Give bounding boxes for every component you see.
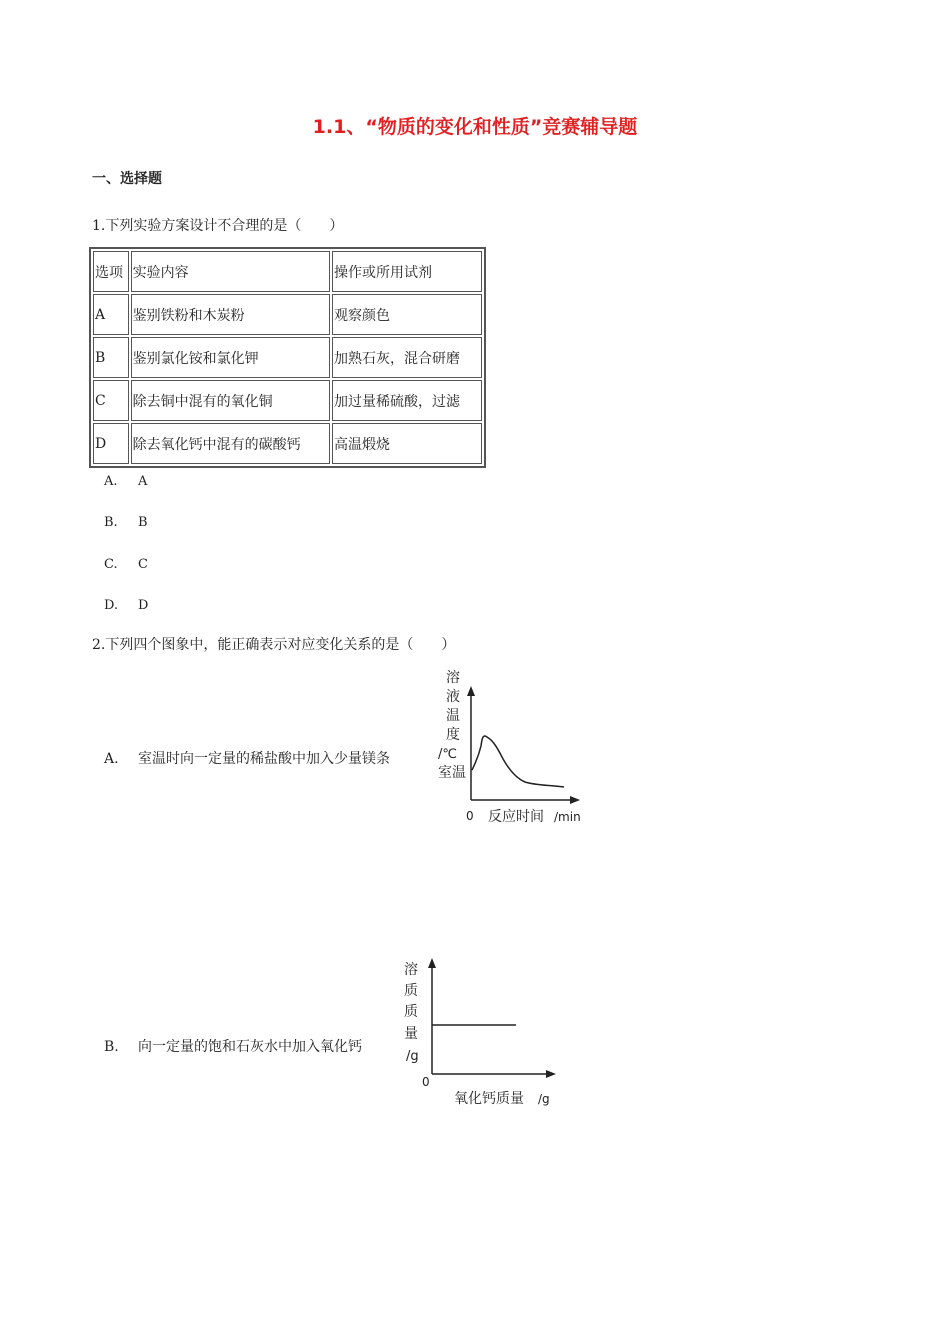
option-text: 向一定量的饱和石灰水中加入氧化钙: [138, 1039, 362, 1055]
option-label: A.: [104, 474, 118, 489]
svg-text:质: 质: [404, 983, 418, 999]
origin-label: 0: [466, 809, 474, 823]
solute-mass-graph: [400, 952, 560, 1112]
svg-text:/℃: /℃: [438, 747, 457, 762]
table-cell: 加过量稀硫酸，过滤: [332, 380, 482, 421]
table-cell: 除去铜中混有的氧化铜: [131, 380, 330, 421]
option-text: 室温时向一定量的稀盐酸中加入少量镁条: [138, 751, 390, 767]
table-row: [93, 380, 482, 421]
option-label: B.: [104, 515, 118, 530]
svg-text:温: 温: [446, 708, 460, 724]
table-cell: B: [93, 337, 129, 378]
table-header-row: [93, 251, 482, 292]
question-2-option-b[interactable]: [104, 1036, 362, 1056]
x-axis-label: 反应时间: [488, 809, 544, 825]
svg-text:溶: 溶: [404, 962, 418, 978]
question-2-stem: 2.下列四个图象中，能正确表示对应变化关系的是（ ）: [92, 637, 456, 653]
svg-text:质: 质: [404, 1004, 418, 1020]
question-1-option-d[interactable]: [104, 598, 148, 613]
table-cell: A: [93, 294, 129, 335]
x-axis-label: 氧化钙质量: [454, 1091, 524, 1107]
x-axis-arrow: [546, 1070, 556, 1078]
y-axis-arrow: [428, 958, 436, 968]
option-label: C.: [104, 557, 118, 572]
temperature-time-graph: [430, 662, 590, 830]
option-text: B: [138, 515, 148, 530]
table-header-cell: 实验内容: [131, 251, 330, 292]
option-text: C: [138, 557, 148, 572]
temperature-curve: [472, 736, 564, 787]
x-axis-unit: /min: [554, 810, 581, 824]
option-label: A.: [104, 751, 119, 767]
question-1-stem: 1.下列实验方案设计不合理的是（ ）: [92, 218, 344, 234]
y-axis-label: [438, 669, 466, 781]
table-cell: 高温煅烧: [332, 423, 482, 464]
option-text: D: [138, 598, 149, 613]
table-cell: 除去氧化钙中混有的碳酸钙: [131, 423, 330, 464]
page-title: 1.1、“物质的变化和性质”竞赛辅导题: [312, 116, 638, 138]
x-axis-arrow: [570, 796, 580, 804]
question-1-option-a[interactable]: [104, 474, 147, 489]
table-cell: 观察颜色: [332, 294, 482, 335]
table-cell: 鉴别氯化铵和氯化钾: [131, 337, 330, 378]
question-1-option-b[interactable]: [104, 515, 148, 530]
svg-text:溶: 溶: [446, 670, 460, 686]
table-cell: 加熟石灰，混合研磨: [332, 337, 482, 378]
table-cell: C: [93, 380, 129, 421]
table-row: [93, 294, 482, 335]
table-cell: D: [93, 423, 129, 464]
x-axis-unit: /g: [538, 1092, 550, 1106]
svg-text:/g: /g: [406, 1049, 419, 1064]
table-header-cell: 选项: [93, 251, 129, 292]
question-1-table: [89, 247, 486, 468]
y-reference-label: 室温: [438, 765, 466, 781]
question-1-option-c[interactable]: [104, 557, 148, 572]
y-axis-label: [404, 961, 419, 1064]
y-axis-arrow: [467, 686, 475, 696]
option-label: B.: [104, 1039, 119, 1055]
section-heading: 一、选择题: [92, 171, 162, 187]
option-label: D.: [104, 598, 119, 613]
table-row: [93, 423, 482, 464]
svg-text:量: 量: [404, 1026, 418, 1042]
svg-text:液: 液: [446, 689, 460, 705]
table-cell: 鉴别铁粉和木炭粉: [131, 294, 330, 335]
table-row: [93, 337, 482, 378]
question-2-option-a[interactable]: [104, 748, 390, 768]
option-text: A: [138, 474, 148, 489]
svg-text:度: 度: [446, 727, 460, 743]
table-header-cell: 操作或所用试剂: [332, 251, 482, 292]
origin-label: 0: [422, 1075, 430, 1089]
